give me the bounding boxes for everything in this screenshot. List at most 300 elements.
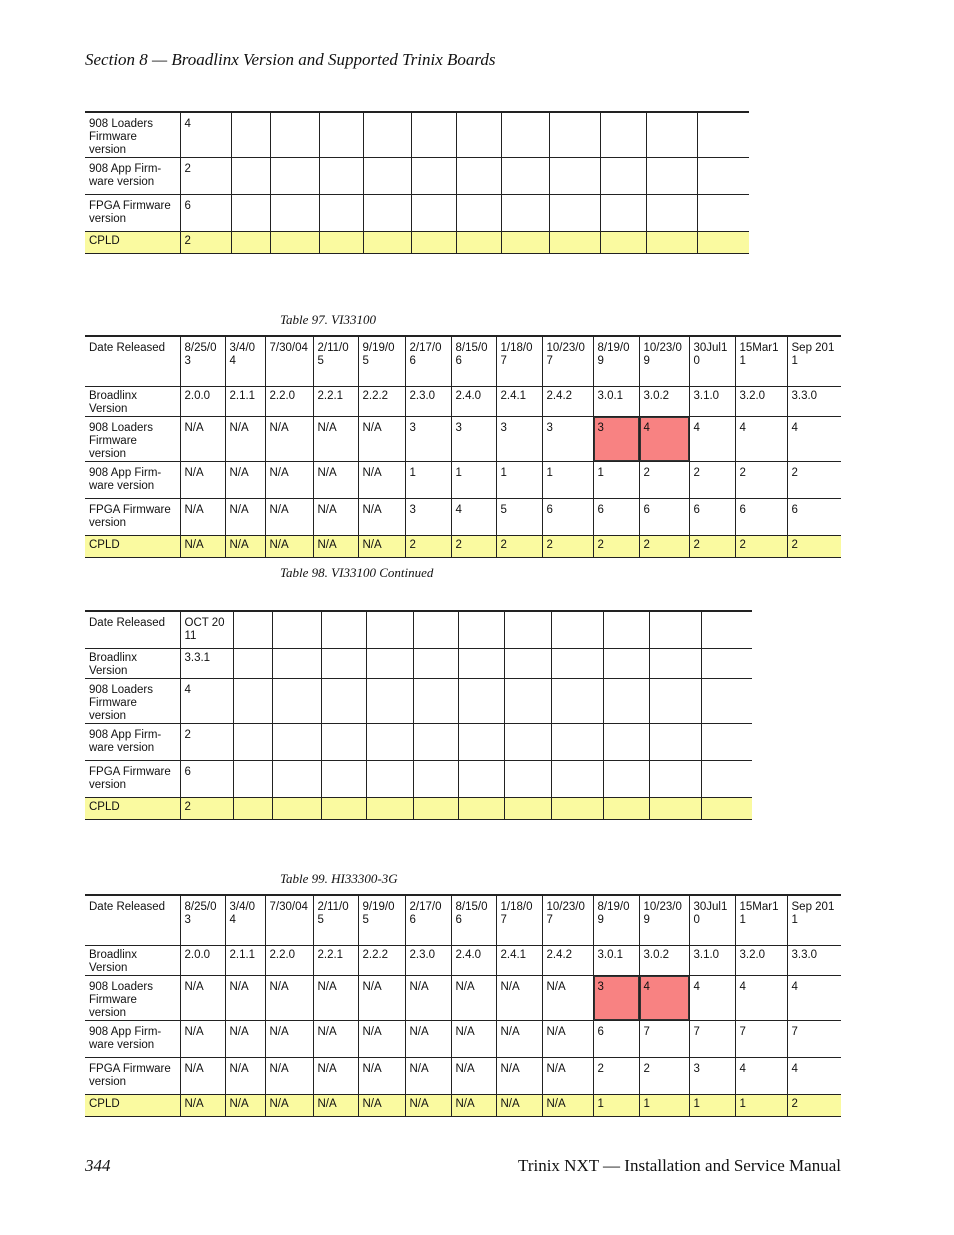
table-cell: 8/19/09 (593, 895, 639, 946)
row-header-cell: FPGA Firmware version (85, 761, 180, 798)
table-cell: 9/19/05 (358, 336, 405, 387)
table-cell: N/A (405, 1095, 451, 1117)
table-cell: N/A (265, 499, 313, 536)
table-cell: 10/23/07 (542, 336, 593, 387)
table-cell (321, 679, 366, 724)
table-row (85, 611, 752, 649)
row-header-cell: Date Released (85, 611, 180, 649)
table-98-caption: Table 98. VI33100 Continued (280, 565, 434, 580)
table-cell (649, 798, 701, 820)
table-cell: 2 (735, 536, 787, 558)
table-cell (319, 232, 363, 254)
table-cell (504, 611, 551, 649)
table-cell (231, 112, 270, 158)
table-cell (697, 195, 749, 232)
table-cell (551, 679, 603, 724)
table-cell (270, 112, 319, 158)
row-header-cell: 908 Loaders Firmware version (85, 679, 180, 724)
row-header-cell: 908 Loaders Firmware version (85, 112, 180, 158)
row-header-cell: CPLD (85, 1095, 180, 1117)
table-cell (600, 195, 646, 232)
table-cell (456, 232, 501, 254)
table-cell: 3.0.1 (593, 946, 639, 976)
table-cell (458, 611, 504, 649)
table-99-caption: Table 99. HI33300-3G (280, 871, 398, 886)
table-cell: 2 (639, 462, 689, 499)
row-header-cell: Date Released (85, 336, 180, 387)
table-cell: 8/25/03 (180, 895, 225, 946)
table-cell (319, 195, 363, 232)
table-cell: 1 (689, 1095, 735, 1117)
table-cell: 6 (180, 195, 231, 232)
table-cell: 3.0.1 (593, 387, 639, 417)
table-98-vi33100-continued (85, 610, 752, 820)
table-cell (603, 761, 649, 798)
table-cell: 2 (180, 724, 233, 761)
table-cell (272, 724, 321, 761)
table-cell: N/A (496, 1095, 542, 1117)
table-cell (233, 649, 272, 679)
table-cell: 2.2.2 (358, 387, 405, 417)
table-cell: N/A (225, 499, 265, 536)
table-cell: 8/25/03 (180, 336, 225, 387)
table-cell: 2/11/05 (313, 336, 358, 387)
table-cell: 10/23/07 (542, 895, 593, 946)
table-cell: 2.1.1 (225, 946, 265, 976)
table-cell: N/A (225, 1021, 265, 1058)
table-row (85, 336, 841, 387)
table-cell: 1 (405, 462, 451, 499)
section-header: Section 8 — Broadlinx Version and Supported Trinix Boards (85, 50, 496, 69)
table-cell (366, 679, 413, 724)
table-cell (231, 232, 270, 254)
row-header-cell: 908 App Firm-ware version (85, 158, 180, 195)
table-cell (549, 112, 600, 158)
table-row (85, 724, 752, 761)
table-cell: N/A (265, 417, 313, 462)
table-cell (501, 112, 549, 158)
table-cell: 4 (787, 417, 841, 462)
table-cell (272, 649, 321, 679)
table-cell (701, 611, 752, 649)
table-cell: N/A (225, 1058, 265, 1095)
table-cell: N/A (358, 1095, 405, 1117)
table-cell: 1 (451, 462, 496, 499)
table-cell (501, 158, 549, 195)
table-cell (603, 798, 649, 820)
table-cell (366, 611, 413, 649)
table-cell: 7 (735, 1021, 787, 1058)
table-cell (458, 679, 504, 724)
table-cell: 2.4.1 (496, 387, 542, 417)
table-cell: N/A (451, 976, 496, 1021)
table-cell: 10/23/09 (639, 336, 689, 387)
table-cell (701, 679, 752, 724)
table-cell (233, 798, 272, 820)
table-cell (321, 611, 366, 649)
table-cell: 3 (593, 976, 639, 1021)
table-cell: 2 (496, 536, 542, 558)
table-cell: N/A (451, 1058, 496, 1095)
table-cell: 4 (639, 976, 689, 1021)
table-row (85, 417, 841, 462)
table-row (85, 1095, 841, 1117)
table-cell: 30Jul10 (689, 895, 735, 946)
table-cell: N/A (265, 536, 313, 558)
table-cell: 1/18/07 (496, 895, 542, 946)
table-cell: 3.2.0 (735, 946, 787, 976)
table-cell (366, 798, 413, 820)
table-cell: 2/17/06 (405, 336, 451, 387)
table-cell: 2.4.2 (542, 387, 593, 417)
table-cell: 6 (735, 499, 787, 536)
table-cell (366, 649, 413, 679)
row-header-cell: Date Released (85, 895, 180, 946)
table-cell: N/A (313, 462, 358, 499)
table-cell: N/A (180, 462, 225, 499)
table-cell (649, 679, 701, 724)
table-cell: 3/4/04 (225, 895, 265, 946)
table-cell: 2 (787, 536, 841, 558)
row-header-cell: CPLD (85, 536, 180, 558)
table-cell (413, 649, 458, 679)
table-cell (233, 679, 272, 724)
table-cell: N/A (180, 1058, 225, 1095)
table-cell: 2 (451, 536, 496, 558)
table-cell (272, 611, 321, 649)
table-cell: 8/19/09 (593, 336, 639, 387)
table-cell (549, 195, 600, 232)
table-cell: N/A (542, 1021, 593, 1058)
table-cell (458, 761, 504, 798)
table-cell: N/A (405, 1058, 451, 1095)
table-cell (549, 232, 600, 254)
table-cell: N/A (542, 1095, 593, 1117)
table-cell: 1 (496, 462, 542, 499)
table-cell: 4 (180, 112, 231, 158)
table-row (85, 1058, 841, 1095)
table-cell: N/A (358, 462, 405, 499)
table-cell: 4 (787, 976, 841, 1021)
table-cell: 2 (593, 1058, 639, 1095)
table-cell: 2.4.1 (496, 946, 542, 976)
table-cell: 1/18/07 (496, 336, 542, 387)
table-cell: 2 (735, 462, 787, 499)
row-header-cell: 908 Loaders Firmware version (85, 976, 180, 1021)
table-cell: 2 (787, 1095, 841, 1117)
table-cell: N/A (180, 1095, 225, 1117)
table-cell: 2.4.0 (451, 387, 496, 417)
table-cell (504, 761, 551, 798)
table-cell: N/A (225, 1095, 265, 1117)
table-cell: 4 (787, 1058, 841, 1095)
table-cell: N/A (313, 1095, 358, 1117)
table-cell (551, 649, 603, 679)
table-cell: 2.2.2 (358, 946, 405, 976)
table-cell (363, 158, 411, 195)
table-cell: 30Jul10 (689, 336, 735, 387)
table-cell: 1 (542, 462, 593, 499)
table-cell: 6 (542, 499, 593, 536)
table-cell: 3.3.0 (787, 946, 841, 976)
table-cell: 4 (180, 679, 233, 724)
table-cell: OCT 2011 (180, 611, 233, 649)
table-cell (411, 195, 456, 232)
table-cell: 2 (593, 536, 639, 558)
table-row (85, 798, 752, 820)
table-cell: N/A (180, 536, 225, 558)
table-cell (697, 158, 749, 195)
table-cell (321, 798, 366, 820)
table-cell (646, 232, 697, 254)
table-cell: 1 (735, 1095, 787, 1117)
table-cell: 2.0.0 (180, 946, 225, 976)
table-cell (603, 679, 649, 724)
table-cell (501, 195, 549, 232)
table-cell (600, 112, 646, 158)
row-header-cell: FPGA Firmware version (85, 195, 180, 232)
table-cell (701, 798, 752, 820)
table-cell: 15Mar11 (735, 895, 787, 946)
table-cell (649, 611, 701, 649)
table-cell (649, 724, 701, 761)
table-continued-top (85, 111, 749, 254)
table-cell: 5 (496, 499, 542, 536)
table-cell: N/A (265, 462, 313, 499)
table-99-hi33300-3g (85, 894, 841, 1117)
table-cell: 2 (405, 536, 451, 558)
table-cell: 3 (451, 417, 496, 462)
table-cell (270, 195, 319, 232)
table-cell (649, 761, 701, 798)
row-header-cell: 908 App Firm-ware version (85, 1021, 180, 1058)
table-cell: N/A (313, 1021, 358, 1058)
table-row (85, 112, 749, 158)
table-cell: 4 (735, 1058, 787, 1095)
table-cell: 7/30/04 (265, 895, 313, 946)
table-cell: N/A (358, 499, 405, 536)
table-cell: N/A (358, 417, 405, 462)
table-cell (551, 798, 603, 820)
table-cell: N/A (265, 976, 313, 1021)
table-cell: N/A (225, 976, 265, 1021)
table-cell: 8/15/06 (451, 895, 496, 946)
table-cell (411, 158, 456, 195)
table-cell: 6 (787, 499, 841, 536)
table-cell: 8/15/06 (451, 336, 496, 387)
table-cell: 3 (689, 1058, 735, 1095)
row-header-cell: Broadlinx Version (85, 649, 180, 679)
table-row (85, 895, 841, 946)
row-header-cell: 908 Loaders Firmware version (85, 417, 180, 462)
table-cell (551, 611, 603, 649)
table-cell (697, 112, 749, 158)
table-cell: 3.3.1 (180, 649, 233, 679)
table-cell: 10/23/09 (639, 895, 689, 946)
table-cell (458, 649, 504, 679)
table-cell (697, 232, 749, 254)
row-header-cell: FPGA Firmware version (85, 1058, 180, 1095)
table-row (85, 536, 841, 558)
table-cell: N/A (405, 976, 451, 1021)
table-cell: 4 (735, 976, 787, 1021)
table-cell (551, 761, 603, 798)
table-cell (411, 232, 456, 254)
table-cell: N/A (358, 976, 405, 1021)
table-cell: 3.0.2 (639, 387, 689, 417)
table-cell (272, 761, 321, 798)
table-cell: N/A (542, 976, 593, 1021)
table-cell (501, 232, 549, 254)
table-row (85, 232, 749, 254)
table-97-vi33100 (85, 335, 841, 558)
table-cell: 1 (593, 462, 639, 499)
row-header-cell: FPGA Firmware version (85, 499, 180, 536)
table-cell: N/A (180, 499, 225, 536)
table-cell (458, 798, 504, 820)
table-cell (272, 798, 321, 820)
table-cell: 2.0.0 (180, 387, 225, 417)
table-cell: N/A (225, 462, 265, 499)
table-cell (363, 195, 411, 232)
table-cell: N/A (358, 1021, 405, 1058)
table-cell (603, 724, 649, 761)
table-cell: 2 (542, 536, 593, 558)
table-row (85, 761, 752, 798)
table-cell (549, 158, 600, 195)
table-cell: 3.3.0 (787, 387, 841, 417)
table-cell: 3.2.0 (735, 387, 787, 417)
table-cell: 7 (689, 1021, 735, 1058)
table-cell: 1 (593, 1095, 639, 1117)
table-cell: N/A (313, 536, 358, 558)
table-row (85, 387, 841, 417)
table-cell (504, 679, 551, 724)
table-cell: 2 (689, 536, 735, 558)
row-header-cell: 908 App Firm-ware version (85, 462, 180, 499)
table-cell (321, 649, 366, 679)
table-cell: 2.4.2 (542, 946, 593, 976)
table-cell (701, 724, 752, 761)
table-cell: N/A (496, 1058, 542, 1095)
table-cell: 2 (639, 536, 689, 558)
table-row (85, 976, 841, 1021)
table-cell (701, 761, 752, 798)
table-cell (413, 761, 458, 798)
table-cell: N/A (313, 976, 358, 1021)
table-cell: 2 (180, 232, 231, 254)
row-header-cell: CPLD (85, 798, 180, 820)
table-cell (319, 112, 363, 158)
table-cell: N/A (180, 1021, 225, 1058)
table-cell: N/A (265, 1058, 313, 1095)
table-cell (456, 195, 501, 232)
table-cell (603, 611, 649, 649)
table-row (85, 679, 752, 724)
table-cell: 3.1.0 (689, 946, 735, 976)
table-row (85, 195, 749, 232)
table-cell (413, 798, 458, 820)
table-cell: 6 (639, 499, 689, 536)
table-cell (504, 724, 551, 761)
table-cell: 1 (639, 1095, 689, 1117)
table-cell: 4 (639, 417, 689, 462)
table-cell: 15Mar11 (735, 336, 787, 387)
table-cell (321, 761, 366, 798)
table-cell (649, 649, 701, 679)
table-cell: N/A (542, 1058, 593, 1095)
table-cell (233, 724, 272, 761)
table-cell: N/A (451, 1021, 496, 1058)
table-cell (458, 724, 504, 761)
table-cell (270, 158, 319, 195)
table-cell: N/A (225, 417, 265, 462)
table-cell: 2.2.0 (265, 946, 313, 976)
table-cell (413, 724, 458, 761)
table-97-caption: Table 97. VI33100 (280, 312, 376, 327)
table-cell (456, 112, 501, 158)
table-cell (231, 158, 270, 195)
table-cell: N/A (313, 1058, 358, 1095)
table-cell (366, 724, 413, 761)
table-cell: 2/11/05 (313, 895, 358, 946)
table-cell (701, 649, 752, 679)
table-cell (411, 112, 456, 158)
table-cell: 3 (405, 417, 451, 462)
table-cell: 3.1.0 (689, 387, 735, 417)
table-cell: 3 (496, 417, 542, 462)
table-cell: 2/17/06 (405, 895, 451, 946)
table-row (85, 499, 841, 536)
table-cell (272, 679, 321, 724)
table-cell: 4 (735, 417, 787, 462)
table-cell: 2.2.1 (313, 387, 358, 417)
table-cell: 3 (405, 499, 451, 536)
row-header-cell: 908 App Firm-ware version (85, 724, 180, 761)
table-cell (233, 761, 272, 798)
row-header-cell: CPLD (85, 232, 180, 254)
table-cell: N/A (265, 1095, 313, 1117)
table-cell (363, 112, 411, 158)
table-cell: 2 (180, 158, 231, 195)
table-cell: 2 (689, 462, 735, 499)
table-cell (456, 158, 501, 195)
table-cell (270, 232, 319, 254)
table-cell: N/A (451, 1095, 496, 1117)
table-cell: 7 (787, 1021, 841, 1058)
table-cell: 2.1.1 (225, 387, 265, 417)
table-cell: 6 (689, 499, 735, 536)
table-cell: 9/19/05 (358, 895, 405, 946)
table-cell: 3 (542, 417, 593, 462)
table-cell: Sep 2011 (787, 895, 841, 946)
table-cell: 3/4/04 (225, 336, 265, 387)
table-cell (504, 798, 551, 820)
table-cell: 2.2.0 (265, 387, 313, 417)
table-cell: 6 (593, 1021, 639, 1058)
row-header-cell: Broadlinx Version (85, 946, 180, 976)
table-cell (551, 724, 603, 761)
table-cell: 2 (787, 462, 841, 499)
table-cell: N/A (496, 976, 542, 1021)
page-number: 344 (85, 1156, 111, 1175)
table-cell: 4 (451, 499, 496, 536)
table-cell: N/A (225, 536, 265, 558)
row-header-cell: Broadlinx Version (85, 387, 180, 417)
table-cell (233, 611, 272, 649)
table-cell: 2.2.1 (313, 946, 358, 976)
table-cell (504, 649, 551, 679)
